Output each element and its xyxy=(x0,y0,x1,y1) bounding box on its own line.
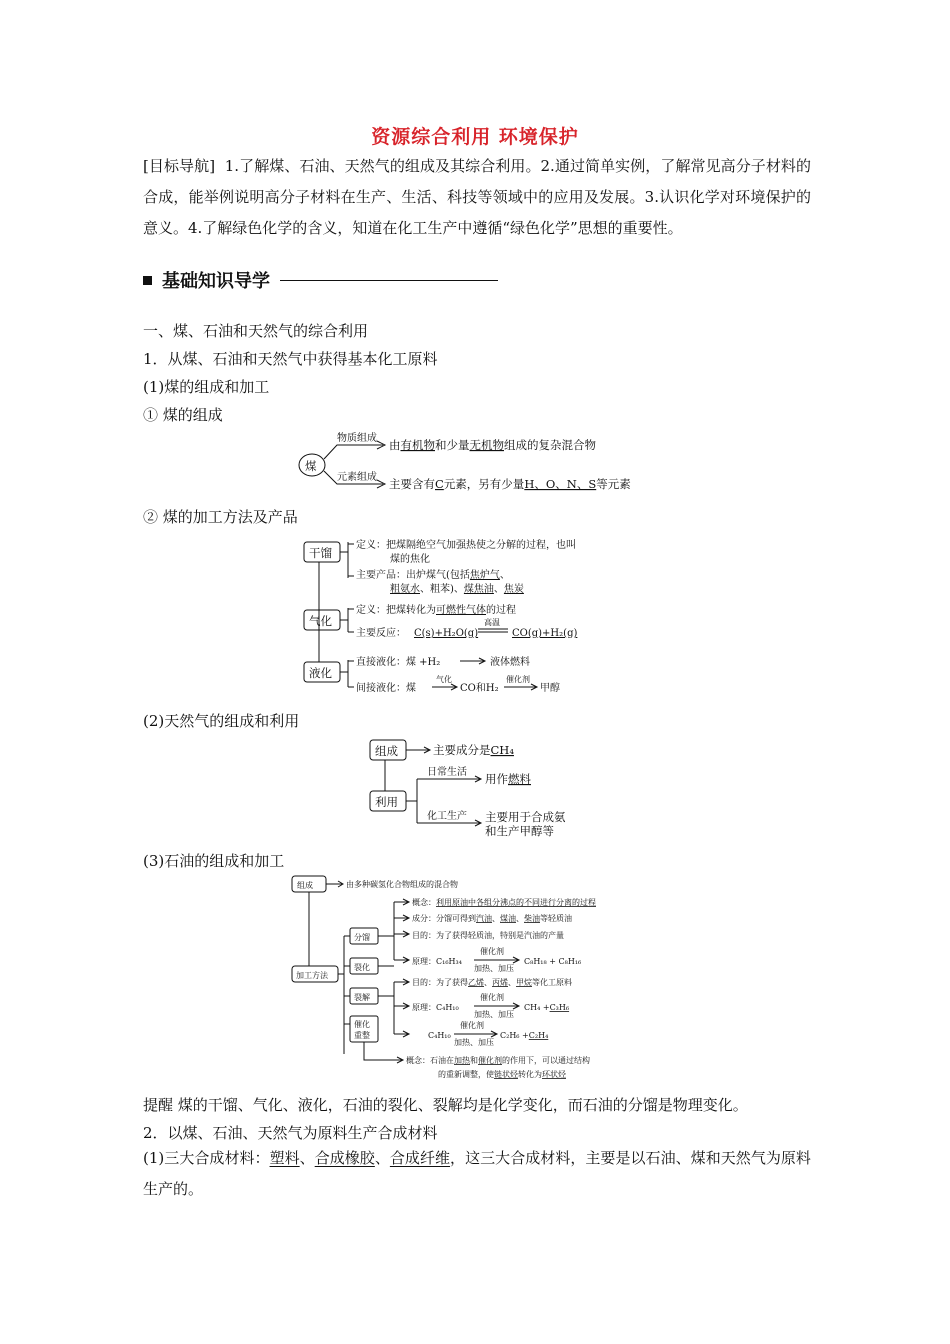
fractionation-concept: 概念：利用原油中各组分沸点的不同进行分离的过程 xyxy=(412,898,596,907)
section-heading xyxy=(143,266,498,294)
svg-text:组成: 组成 xyxy=(375,744,398,758)
pyrolysis-equation-1: 原理：C₄H₁₀ xyxy=(412,1003,459,1012)
coal-branch-substance: 物质组成 xyxy=(337,433,377,444)
gasification-reaction-lhs: C(s)+H₂O(g) xyxy=(414,628,479,639)
svg-text:煤的焦化: 煤的焦化 xyxy=(390,554,430,565)
svg-text:重整: 重整 xyxy=(354,1031,370,1040)
heading-coal: (1)煤的组成和加工 xyxy=(143,378,270,396)
dry-distillation-products: 主要产品：出炉煤气(包括焦炉气、 xyxy=(356,570,510,581)
svg-text:催化剂: 催化剂 xyxy=(506,675,530,684)
svg-text:裂解: 裂解 xyxy=(354,993,370,1002)
svg-text:的重新调整，使链状烃转化为环状烃: 的重新调整，使链状烃转化为环状烃 xyxy=(438,1070,566,1079)
svg-text:C₂H₆ +C₂H₄: C₂H₆ +C₂H₄ xyxy=(500,1031,549,1040)
svg-text:加热、加压: 加热、加压 xyxy=(454,1038,494,1047)
svg-text:日常生活: 日常生活 xyxy=(427,767,467,778)
goals-text: 1.了解煤、石油、天然气的组成及其综合利用。2.通过简单实例，了解常见高分子材料的合成，能举例说明高分子材料在生产、生活、科技等领域中的应用及发展。3.认识化学对环境保护的意义。4.了解绿色化学的含义，知道在化工生产中遵循“绿色化学”思想的重要性。 xyxy=(143,157,811,237)
svg-text:利用: 利用 xyxy=(375,795,398,809)
svg-text:CH₄ +C₃H₆: CH₄ +C₃H₆ xyxy=(524,1003,570,1012)
direct-liquefaction: 直接液化：煤 +H₂ xyxy=(356,657,441,668)
svg-text:分馏: 分馏 xyxy=(354,933,370,942)
svg-text:化工生产: 化工生产 xyxy=(427,811,467,822)
square-bullet-icon xyxy=(143,276,152,285)
heading-1: 一、煤、石油和天然气的综合利用 xyxy=(143,322,369,340)
svg-text:加工方法: 加工方法 xyxy=(296,971,328,980)
heading-oil: (3)石油的组成和加工 xyxy=(143,852,285,870)
pyrolysis-equation-2: C₄H₁₀ xyxy=(428,1031,451,1040)
section-heading-text: 基础知识导学 xyxy=(162,271,270,292)
svg-text:气化: 气化 xyxy=(436,675,452,684)
learning-goals xyxy=(143,151,811,244)
svg-text:粗氨水、粗苯)、煤焦油、焦炭: 粗氨水、粗苯)、煤焦油、焦炭 xyxy=(390,584,524,595)
coal-substance-text: 由有机物和少量无机物组成的复杂混合物 xyxy=(389,438,596,452)
oil-processing-diagram xyxy=(290,874,690,1086)
svg-text:液体燃料: 液体燃料 xyxy=(490,657,530,668)
dry-distillation-definition: 定义：把煤隔绝空气加强热使之分解的过程，也叫 xyxy=(356,540,576,551)
fractionation-products: 成分：分馏可得到汽油、煤油、柴油等轻质油 xyxy=(412,914,572,923)
coal-processing-diagram xyxy=(300,532,640,697)
svg-text:裂化: 裂化 xyxy=(354,963,370,972)
coal-node-label: 煤 xyxy=(305,459,317,473)
heading-coal-processing: ② 煤的加工方法及产品 xyxy=(143,508,298,526)
pyrolysis-aim: 目的：为了获得乙烯、丙烯、甲烷等化工原料 xyxy=(412,978,572,987)
oil-composition-text: 由多种碳氢化合物组成的混合物 xyxy=(346,880,458,889)
indirect-liquefaction: 间接液化：煤 xyxy=(356,683,416,694)
natural-gas-diagram xyxy=(365,737,595,837)
tip-note: 提醒 煤的干馏、气化、液化，石油的裂化、裂解均是化学变化，而石油的分馏是物理变化。 xyxy=(143,1096,748,1114)
goals-label: [目标导航] xyxy=(143,157,216,175)
svg-text:C₈H₁₈ + C₈H₁₆: C₈H₁₈ + C₈H₁₆ xyxy=(524,957,582,966)
svg-text:催化剂: 催化剂 xyxy=(480,993,504,1002)
svg-text:CO和H₂: CO和H₂ xyxy=(460,683,499,694)
gasification-reaction-rhs: CO(g)+H₂(g) xyxy=(512,628,578,639)
heading-rule xyxy=(280,280,498,281)
svg-text:加热、加压: 加热、加压 xyxy=(474,1010,514,1019)
gas-daily-use: 用作燃料 xyxy=(485,772,531,786)
gas-composition-text: 主要成分是CH₄ xyxy=(433,743,514,757)
coal-branch-element: 元素组成 xyxy=(337,472,377,483)
svg-text:组成: 组成 xyxy=(297,881,313,890)
coal-element-text: 主要含有C元素，另有少量H、O、N、S等元素 xyxy=(389,477,631,491)
gasification-definition: 定义：把煤转化为可燃性气体的过程 xyxy=(356,605,516,616)
cracking-equation: 原理：C₁₆H₃₄ xyxy=(412,957,462,966)
svg-text:液化: 液化 xyxy=(309,666,332,680)
svg-text:加热、加压: 加热、加压 xyxy=(474,964,514,973)
svg-text:主要反应：: 主要反应： xyxy=(356,628,406,639)
reaction-condition: 高温 xyxy=(484,618,500,627)
svg-text:和生产甲醇等: 和生产甲醇等 xyxy=(485,824,554,837)
svg-text:催化剂: 催化剂 xyxy=(480,947,504,956)
heading-natural-gas: (2)天然气的组成和利用 xyxy=(143,712,300,730)
gas-industry-use: 主要用于合成氨 xyxy=(485,810,566,824)
coal-composition-diagram xyxy=(295,425,655,493)
cracking-aim: 目的：为了获得轻质油，特别是汽油的产量 xyxy=(412,931,564,940)
reforming-concept: 概念：石油在加热和催化剂的作用下，可以通过结构 xyxy=(406,1056,590,1065)
page-title: 资源综合利用 环境保护 xyxy=(371,126,579,148)
svg-text:干馏: 干馏 xyxy=(309,546,332,560)
heading-1-2: 2．以煤、石油、天然气为原料生产合成材料 xyxy=(143,1124,438,1142)
svg-text:催化: 催化 xyxy=(354,1020,370,1029)
synthetic-materials: (1)三大合成材料：塑料、合成橡胶、合成纤维，这三大合成材料，主要是以石油、煤和天然气为原料生产的。 xyxy=(143,1149,811,1198)
svg-text:催化剂: 催化剂 xyxy=(460,1021,484,1030)
heading-1-1: 1．从煤、石油和天然气中获得基本化工原料 xyxy=(143,350,438,368)
heading-coal-composition: ① 煤的组成 xyxy=(143,406,223,424)
svg-text:气化: 气化 xyxy=(309,614,332,628)
svg-text:甲醇: 甲醇 xyxy=(540,683,560,694)
